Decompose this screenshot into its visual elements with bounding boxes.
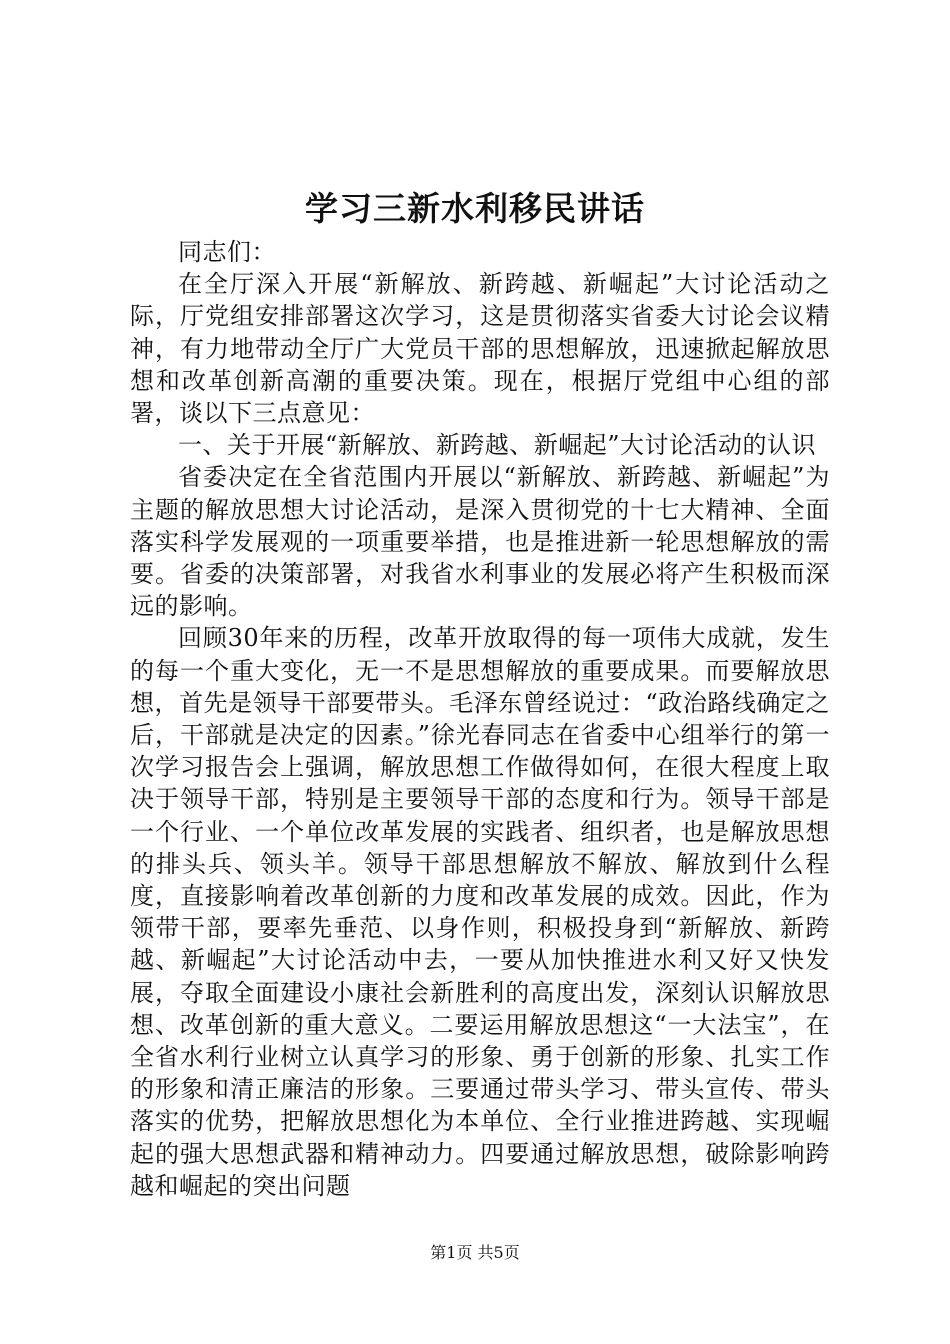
section-heading: 一、关于开展“新解放、新跨越、新崛起”大讨论活动的认识 (178, 431, 817, 460)
page-number-footer: 第1页 共5页 (430, 1243, 520, 1262)
body-paragraph: 省委决定在全省范围内开展以“新解放、新跨越、新崛起”为主题的解放思想大讨论活动，是深入贯彻党的十七大精神、全面落实科学发展观的一项重要举措，也是推进新一轮思想解放的需要。省委的决策部署，对我省水利事业的发展必将产生积极而深远的影响。 (130, 463, 830, 621)
intro-paragraph: 在全厅深入开展“新解放、新跨越、新崛起”大讨论活动之际，厅党组安排部署这次学习，这是贯彻落实省委大讨论会议精神，有力地带动全厅广大党员干部的思想解放，迅速掀起解放思想和改革创新高潮的重要决策。现在，根据厅党组中心组的部署，谈以下三点意见： (130, 270, 830, 428)
salutation: 同志们： (178, 238, 276, 266)
document-title: 学习三新水利移民讲话 (305, 189, 645, 228)
body-paragraph: 回顾30年来的历程，改革开放取得的每一项伟大成就，发生的每一个重大变化，无一不是思想解放的重要成果。而要解放思想，首先是领导干部要带头。毛泽东曾经说过：“政治路线确定之后，干部就是决定的因素。”徐光春同志在省委中心组举行的第一次学习报告会上强调，解放思想工作做得如何，在很大程度上取决于领导干部，特别是主要领导干部的态度和行为。领导干部是一个行业、一个单位改革发展的实践者、组织者，也是解放思想的排头兵、领头羊。领导干部思想解放不解放、解放到什么程度，直接影响着改革创新的力度和改革发展的成效。因此，作为领带干部，要率先垂范、以身作则，积极投身到“新解放、新跨越、新崛起”大讨论活动中去，一要从加快推进水利又好又快发展，夺取全面建设小康社会新胜利的高度出发，深刻认识解放思想、改革创新的重大意义。二要运用解放思想这“一大法宝”，在全省水利行业树立认真学习的形象、勇于创新的形象、扎实工作的形象和清正廉洁的形象。三要通过带头学习、带头宣传、带头落实的优势，把解放思想化为本单位、全行业推进跨越、实现崛起的强大思想武器和精神动力。四要通过解放思想，破除影响跨越和崛起的突出问题 (130, 624, 830, 1200)
document-body (130, 236, 830, 1202)
